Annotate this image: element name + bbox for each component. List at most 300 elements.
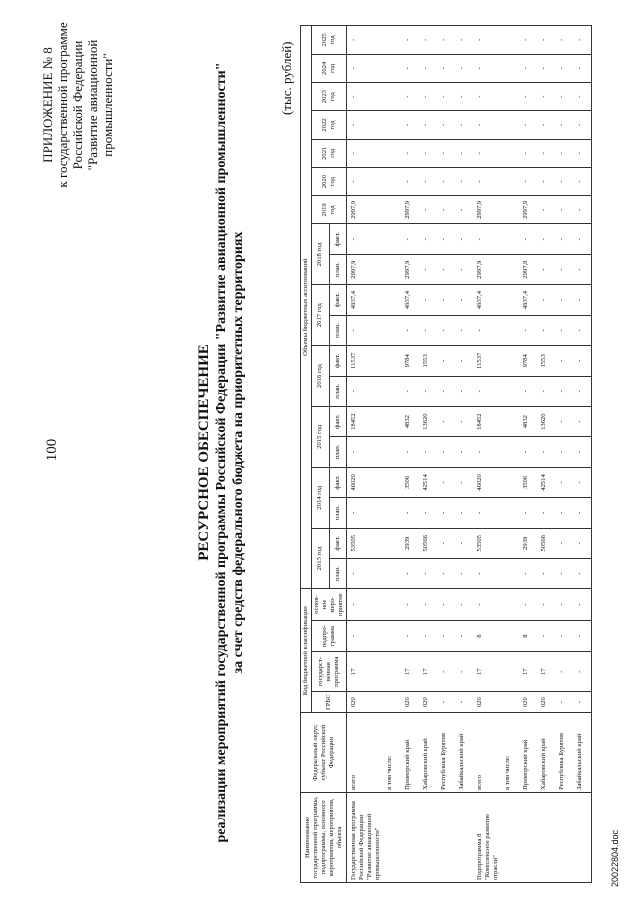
table-cell: - xyxy=(347,224,384,254)
table-cell: 2997,9 xyxy=(401,196,419,224)
table-cell: - xyxy=(437,406,455,436)
table-cell: 17 xyxy=(419,652,437,692)
header-volumes: Объемы бюджетных ассигнований xyxy=(301,26,312,589)
table-cell: 18452 xyxy=(347,406,384,436)
header-plan-2014: план. xyxy=(329,498,347,528)
table-row xyxy=(573,26,592,883)
footer-filename: 20022804.doc xyxy=(610,829,620,887)
table-row xyxy=(473,26,501,883)
table-cell: - xyxy=(401,111,419,139)
table-cell: - xyxy=(573,139,592,167)
header-2015: 2015 год xyxy=(312,406,330,467)
header-2024: 2024 год xyxy=(312,54,347,82)
table-cell: - xyxy=(437,620,455,651)
table-cell: - xyxy=(537,111,555,139)
table-cell xyxy=(501,792,519,882)
table-cell: - xyxy=(401,83,419,111)
table-cell: - xyxy=(573,254,592,284)
table-cell: - xyxy=(419,167,437,195)
table-cell: - xyxy=(419,285,437,315)
table-cell: всего xyxy=(347,713,384,793)
header-name: Наименование государственной программы, подпрограммы, основного мероприятия, мероприятия, объекта xyxy=(301,792,347,882)
table-cell: - xyxy=(455,111,473,139)
table-cell: - xyxy=(419,558,437,588)
table-cell xyxy=(383,26,401,55)
table-cell: - xyxy=(519,167,537,195)
table-cell: - xyxy=(519,437,537,467)
table-cell: 50566 xyxy=(419,528,437,558)
table-cell: - xyxy=(401,437,419,467)
table-row xyxy=(455,26,473,883)
table-cell: Республика Бурятия xyxy=(437,713,455,793)
table-cell xyxy=(383,498,401,528)
table-cell: 4832 xyxy=(519,406,537,436)
table-cell xyxy=(501,652,519,692)
table-cell: - xyxy=(555,26,573,55)
table-cell: - xyxy=(537,558,555,588)
table-cell xyxy=(501,692,519,713)
table-cell: - xyxy=(573,167,592,195)
table-cell xyxy=(383,467,401,497)
table-cell: Забайкальский край xyxy=(573,713,592,793)
table-cell: - xyxy=(473,224,501,254)
table-cell: 11537 xyxy=(473,346,501,376)
table-cell: 46020 xyxy=(347,467,384,497)
table-cell: - xyxy=(437,467,455,497)
table-cell: - xyxy=(573,652,592,692)
table-cell xyxy=(383,54,401,82)
table-cell: - xyxy=(419,196,437,224)
table-cell: - xyxy=(419,224,437,254)
header-fact-2017: факт. xyxy=(329,285,347,315)
header-2013: 2013 год xyxy=(312,528,330,589)
table-cell: Подпрограмма 8 "Комплексное развитие отрасли" xyxy=(473,792,501,882)
table-cell xyxy=(501,620,519,651)
table-cell: - xyxy=(519,54,537,82)
table-cell: - xyxy=(573,224,592,254)
table-cell: - xyxy=(455,620,473,651)
table-cell: - xyxy=(437,54,455,82)
table-cell: - xyxy=(555,54,573,82)
table-cell: - xyxy=(473,498,501,528)
table-cell: - xyxy=(437,167,455,195)
table-cell: - xyxy=(401,26,419,55)
table-cell: 42514 xyxy=(419,467,437,497)
header-fact-2013: факт. xyxy=(329,528,347,558)
table-cell: - xyxy=(555,167,573,195)
table-cell: - xyxy=(537,376,555,406)
table-cell xyxy=(383,139,401,167)
table-cell: 2997,9 xyxy=(401,254,419,284)
appendix-block xyxy=(40,5,115,205)
table-cell: - xyxy=(419,589,437,621)
table-cell: - xyxy=(537,26,555,55)
table-cell: - xyxy=(573,346,592,376)
table-cell: - xyxy=(455,346,473,376)
table-cell xyxy=(383,254,401,284)
table-cell xyxy=(383,315,401,345)
table-cell: - xyxy=(437,315,455,345)
title-line-2: реализации мероприятий государственной программы Российской Федерации "Развитие авиационной промышленности" xyxy=(214,62,229,843)
header-fact-2014: факт. xyxy=(329,467,347,497)
table-cell: - xyxy=(473,315,501,345)
table-cell: - xyxy=(455,558,473,588)
table-cell: - xyxy=(437,437,455,467)
table-cell: 2997,9 xyxy=(519,254,537,284)
table-cell: - xyxy=(555,376,573,406)
table-cell: - xyxy=(437,589,455,621)
table-cell xyxy=(501,315,519,345)
table-cell: - xyxy=(401,139,419,167)
header-2019: 2019 год xyxy=(312,196,347,224)
table-cell: 9784 xyxy=(519,346,537,376)
table-cell xyxy=(383,406,401,436)
table-cell xyxy=(501,285,519,315)
table-cell: - xyxy=(455,254,473,284)
table-cell: - xyxy=(555,346,573,376)
table-cell: 4937,4 xyxy=(401,285,419,315)
table-cell: - xyxy=(537,167,555,195)
table-cell: 53505 xyxy=(347,528,384,558)
table-cell: - xyxy=(419,111,437,139)
table-cell: 17 xyxy=(519,652,537,692)
table-cell xyxy=(419,792,437,882)
table-cell: - xyxy=(473,54,501,82)
table-cell: Приморский край xyxy=(519,713,537,793)
table-cell: - xyxy=(573,196,592,224)
table-cell: - xyxy=(347,26,384,55)
table-cell: - xyxy=(555,652,573,692)
table-cell: - xyxy=(401,167,419,195)
table-cell: - xyxy=(455,589,473,621)
table-cell xyxy=(501,437,519,467)
header-2021: 2021 год xyxy=(312,139,347,167)
table-row xyxy=(501,26,519,883)
table-cell xyxy=(383,652,401,692)
header-plan-2013: план. xyxy=(329,558,347,588)
table-cell xyxy=(501,111,519,139)
header-fact-2016: факт. xyxy=(329,346,347,376)
table-cell: 4937,4 xyxy=(347,285,384,315)
header-2025: 2025 год xyxy=(312,26,347,55)
table-cell xyxy=(501,528,519,558)
table-cell: - xyxy=(437,83,455,111)
table-cell: 2997,9 xyxy=(473,196,501,224)
table-cell: - xyxy=(347,83,384,111)
table-cell: - xyxy=(555,224,573,254)
table-cell: - xyxy=(347,111,384,139)
table-cell: 020 xyxy=(347,692,384,713)
table-cell: - xyxy=(473,167,501,195)
table-cell xyxy=(501,54,519,82)
table-cell: - xyxy=(347,139,384,167)
table-cell: - xyxy=(347,498,384,528)
appendix-line-1: ПРИЛОЖЕНИЕ № 8 xyxy=(40,47,55,163)
table-cell: - xyxy=(455,26,473,55)
table-cell: - xyxy=(555,315,573,345)
table-cell xyxy=(383,437,401,467)
table-cell: 46020 xyxy=(473,467,501,497)
table-cell xyxy=(501,167,519,195)
table-cell: - xyxy=(419,498,437,528)
header-2022: 2022 год xyxy=(312,111,347,139)
table-cell: - xyxy=(347,437,384,467)
table-cell: - xyxy=(555,111,573,139)
table-cell xyxy=(383,196,401,224)
table-cell: 2939 xyxy=(401,528,419,558)
table-cell: - xyxy=(473,558,501,588)
table-cell: - xyxy=(455,224,473,254)
header-fact-2018: факт. xyxy=(329,224,347,254)
table-cell: - xyxy=(519,224,537,254)
table-cell: - xyxy=(437,285,455,315)
title-line-3: за счет средств федерального бюджета на приоритетных территориях xyxy=(231,231,246,674)
header-om: основ-ное меро-приятие xyxy=(312,589,347,621)
table-cell: 2997,9 xyxy=(347,254,384,284)
table-cell: - xyxy=(555,498,573,528)
table-cell: - xyxy=(419,54,437,82)
table-cell: - xyxy=(437,196,455,224)
appendix-line-5: промышленности" xyxy=(100,53,115,157)
table-cell: 53505 xyxy=(473,528,501,558)
table-cell: - xyxy=(519,315,537,345)
table-cell: - xyxy=(555,589,573,621)
header-plan-2018: план. xyxy=(329,254,347,284)
table-cell: - xyxy=(573,498,592,528)
table-cell: - xyxy=(555,528,573,558)
table-cell: - xyxy=(437,111,455,139)
table-cell: 2939 xyxy=(519,528,537,558)
table-cell: - xyxy=(455,376,473,406)
table-cell xyxy=(501,254,519,284)
table-cell xyxy=(501,346,519,376)
header-2018: 2018 год xyxy=(312,224,330,285)
table-cell: - xyxy=(419,26,437,55)
table-cell: - xyxy=(473,83,501,111)
table-cell xyxy=(437,792,455,882)
table-cell: - xyxy=(455,285,473,315)
table-cell: - xyxy=(473,139,501,167)
table-cell: - xyxy=(419,620,437,651)
table-cell: - xyxy=(401,54,419,82)
table-cell: - xyxy=(437,346,455,376)
table-cell: Забайкальский край xyxy=(455,713,473,793)
table-cell: 4832 xyxy=(401,406,419,436)
table-cell: - xyxy=(455,652,473,692)
table-cell: 020 xyxy=(401,692,419,713)
table-cell xyxy=(501,196,519,224)
table-cell: - xyxy=(555,437,573,467)
table-row xyxy=(537,26,555,883)
page-number: 100 xyxy=(44,438,60,462)
table-cell: - xyxy=(455,692,473,713)
table-cell: - xyxy=(437,652,455,692)
table-cell: - xyxy=(555,196,573,224)
table-cell: в том числе: xyxy=(383,713,401,793)
table-cell: Приморский край xyxy=(401,713,419,793)
table-cell: 2997,9 xyxy=(519,196,537,224)
table-cell: - xyxy=(347,376,384,406)
table-cell: - xyxy=(401,589,419,621)
table-cell: - xyxy=(437,692,455,713)
table-cell: - xyxy=(455,498,473,528)
table-cell xyxy=(501,498,519,528)
table-cell xyxy=(501,224,519,254)
table-cell: - xyxy=(419,139,437,167)
table-cell: Государственная программа Российской Федерации "Развитие авиационной промышленности" xyxy=(347,792,384,882)
table-cell: - xyxy=(537,620,555,651)
table-cell: - xyxy=(347,620,384,651)
table-cell xyxy=(383,558,401,588)
table-cell: - xyxy=(455,83,473,111)
table-cell xyxy=(383,167,401,195)
table-cell: - xyxy=(555,620,573,651)
table-cell: - xyxy=(437,254,455,284)
table-cell: - xyxy=(455,406,473,436)
table-cell: 17 xyxy=(473,652,501,692)
table-cell: - xyxy=(537,254,555,284)
table-cell: 3506 xyxy=(519,467,537,497)
table-cell: - xyxy=(537,139,555,167)
table-cell xyxy=(501,83,519,111)
table-cell: - xyxy=(419,315,437,345)
table-cell: - xyxy=(401,498,419,528)
table-cell xyxy=(555,792,573,882)
table-cell xyxy=(383,528,401,558)
units-label: (тыс. рублей) xyxy=(279,41,294,115)
table-cell: 020 xyxy=(537,692,555,713)
resource-table xyxy=(300,25,592,883)
table-cell: - xyxy=(537,437,555,467)
table-cell: - xyxy=(347,589,384,621)
table-cell: 8 xyxy=(519,620,537,651)
header-plan-2016: план. xyxy=(329,376,347,406)
table-cell: - xyxy=(537,224,555,254)
table-cell xyxy=(455,792,473,882)
table-cell xyxy=(383,620,401,651)
table-cell: 4937,4 xyxy=(519,285,537,315)
table-cell: - xyxy=(437,498,455,528)
table-cell: - xyxy=(519,26,537,55)
table-cell: 17 xyxy=(537,652,555,692)
table-cell: Хабаровский край xyxy=(537,713,555,793)
table-cell xyxy=(501,558,519,588)
table-cell xyxy=(501,376,519,406)
table-cell: - xyxy=(555,139,573,167)
table-row xyxy=(519,26,537,883)
table-cell: - xyxy=(473,437,501,467)
table-cell: 9784 xyxy=(401,346,419,376)
table-cell: - xyxy=(401,224,419,254)
table-row xyxy=(419,26,437,883)
table-cell: - xyxy=(401,558,419,588)
table-cell: 3506 xyxy=(401,467,419,497)
table-cell xyxy=(383,346,401,376)
table-cell: 8 xyxy=(473,620,501,651)
table-cell: - xyxy=(455,437,473,467)
table-cell: Хабаровский край xyxy=(419,713,437,793)
table-cell xyxy=(501,139,519,167)
header-fact-2015: факт. xyxy=(329,406,347,436)
table-cell: 020 xyxy=(473,692,501,713)
table-row xyxy=(437,26,455,883)
table-cell: - xyxy=(573,376,592,406)
table-cell: - xyxy=(437,224,455,254)
table-cell: - xyxy=(437,139,455,167)
table-cell: - xyxy=(555,406,573,436)
table-cell: - xyxy=(401,376,419,406)
table-cell: - xyxy=(455,315,473,345)
table-cell: - xyxy=(573,558,592,588)
header-2017: 2017 год xyxy=(312,285,330,346)
table-cell: Республика Бурятия xyxy=(555,713,573,793)
table-cell: 42514 xyxy=(537,467,555,497)
table-cell xyxy=(383,376,401,406)
table-cell: - xyxy=(519,139,537,167)
header-2023: 2023 год xyxy=(312,83,347,111)
header-pp: подпро-грамма xyxy=(312,620,347,651)
table-cell xyxy=(501,26,519,55)
table-cell: - xyxy=(573,692,592,713)
table-cell xyxy=(537,792,555,882)
table-cell: 18452 xyxy=(473,406,501,436)
table-cell: 2997,9 xyxy=(347,196,384,224)
document-title xyxy=(196,20,247,885)
title-heading: РЕСУРСНОЕ ОБЕСПЕЧЕНИЕ xyxy=(196,344,212,561)
table-cell xyxy=(383,589,401,621)
table-cell: - xyxy=(573,83,592,111)
table-cell: 4937,4 xyxy=(473,285,501,315)
table-cell: 50566 xyxy=(537,528,555,558)
table-cell xyxy=(383,285,401,315)
table-cell: - xyxy=(573,26,592,55)
table-row xyxy=(401,26,419,883)
table-cell xyxy=(573,792,592,882)
table-cell: 11537 xyxy=(347,346,384,376)
table-cell: 13620 xyxy=(537,406,555,436)
appendix-line-3: Российской Федерации xyxy=(70,40,85,170)
table-cell xyxy=(383,224,401,254)
header-plan-2015: план. xyxy=(329,437,347,467)
table-cell: - xyxy=(347,558,384,588)
table-cell: - xyxy=(519,558,537,588)
table-cell xyxy=(383,792,401,882)
table-cell xyxy=(383,83,401,111)
table-row xyxy=(555,26,573,883)
header-gp: государст-венная программа xyxy=(312,652,347,692)
table-cell: 1553 xyxy=(537,346,555,376)
table-cell: 17 xyxy=(401,652,419,692)
table-cell: 13620 xyxy=(419,406,437,436)
appendix-line-4: "Развитие авиационной xyxy=(85,39,100,171)
table-cell: - xyxy=(473,589,501,621)
table-cell: - xyxy=(401,620,419,651)
table-cell: - xyxy=(419,83,437,111)
table-cell xyxy=(519,792,537,882)
table-cell: - xyxy=(573,589,592,621)
header-2016: 2016 год xyxy=(312,346,330,407)
table-cell: - xyxy=(455,139,473,167)
table-cell: - xyxy=(455,167,473,195)
table-cell: - xyxy=(555,692,573,713)
header-2014: 2014 год xyxy=(312,467,330,528)
table-cell: - xyxy=(419,437,437,467)
table-cell: - xyxy=(519,376,537,406)
table-cell: - xyxy=(555,558,573,588)
table-cell: - xyxy=(455,528,473,558)
table-cell: - xyxy=(537,315,555,345)
table-cell: - xyxy=(519,589,537,621)
